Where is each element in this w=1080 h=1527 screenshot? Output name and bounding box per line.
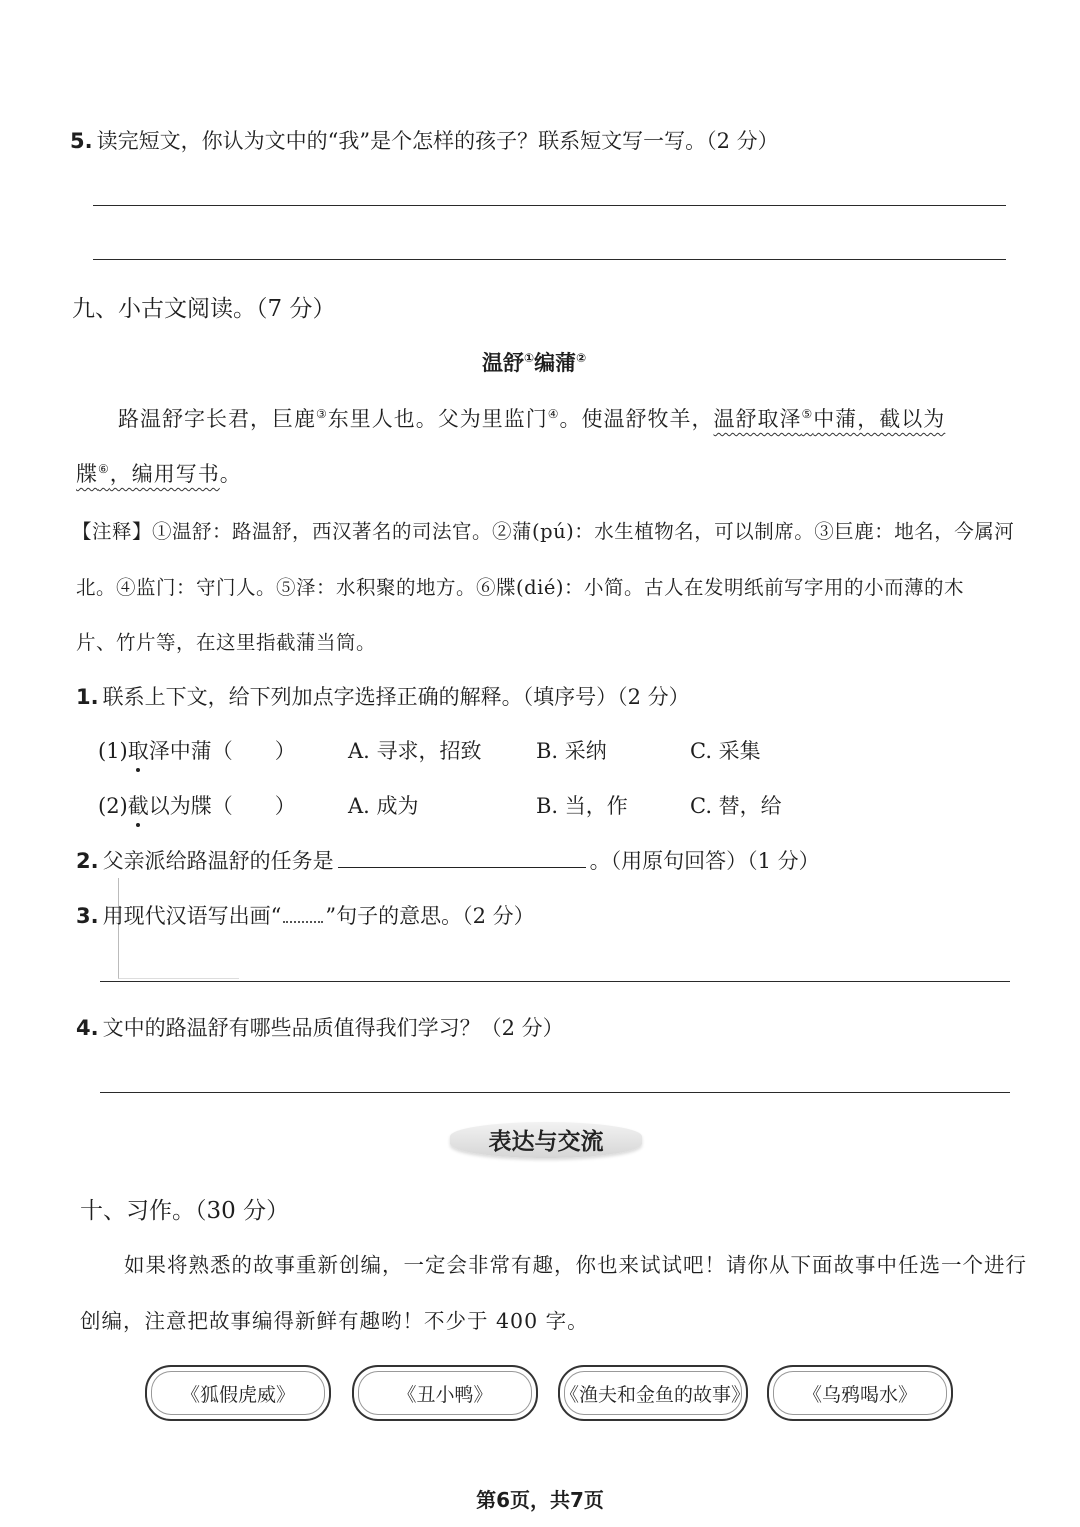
dotted-char: 截 [127, 794, 149, 818]
question-number: 2. [76, 849, 99, 873]
passage-text: 中蒲，截以为 [813, 407, 946, 431]
story-option[interactable]: 《渔夫和金鱼的故事》 [558, 1365, 748, 1421]
wavy-line-sample [283, 903, 323, 923]
note-line: 北。④监门：守门人。⑤泽：水积聚的地方。⑥牒(dié)：小简。古人在发明纸前写字用的小而薄的木 [76, 576, 964, 599]
option-c: C. 替，给 [690, 794, 782, 818]
question-number: 1. [76, 685, 99, 709]
item-label: (1) [98, 739, 128, 763]
option-a: A. 成为 [348, 794, 419, 818]
choice-item-2 [98, 790, 296, 820]
footnote-mark: ⑥ [98, 462, 110, 476]
item-text[interactable]: 以为牒（ ） [148, 794, 296, 818]
question-text: 读完短文，你认为文中的“我”是个怎样的孩子？联系短文写一写。（2 分） [96, 129, 779, 153]
section-heading: 九、小古文阅读。（7 分） [72, 296, 336, 322]
question-text: 用现代汉语写出画“ [102, 904, 282, 928]
passage-text: 东里人也。父为里监门 [327, 407, 548, 431]
passage-title [482, 347, 586, 377]
question-text: 联系上下文，给下列加点字选择正确的解释。（填序号）（2 分） [102, 685, 690, 709]
question-5 [70, 125, 779, 155]
question-text: ”句子的意思。（2 分） [325, 904, 535, 928]
footnote-mark: ④ [547, 407, 560, 421]
passage-line-1 [118, 403, 945, 433]
question-number: 3. [76, 904, 99, 928]
fill-blank[interactable] [338, 847, 586, 868]
underlined-sentence [76, 462, 220, 486]
dotted-char: 取 [127, 739, 149, 763]
passage-text: 。使温舒牧羊， [559, 407, 714, 431]
item-label: (2) [98, 794, 128, 818]
section-heading: 十、习作。（30 分） [80, 1198, 290, 1224]
banner-title: 表达与交流 [488, 1129, 604, 1155]
question-9-4 [76, 1012, 564, 1042]
story-option[interactable]: 《乌鸦喝水》 [767, 1365, 953, 1421]
passage-line-2 [76, 458, 242, 488]
footnote-mark: ② [576, 351, 587, 365]
story-option[interactable]: 《狐假虎威》 [145, 1365, 331, 1421]
question-9-3 [76, 900, 535, 930]
question-number: 5. [70, 129, 93, 153]
passage-text: 路温舒字长君，巨鹿 [118, 407, 316, 431]
title-part: 温舒 [482, 351, 524, 375]
title-part: 编蒲 [534, 351, 577, 375]
question-text: 父亲派给路温舒的任务是 [102, 849, 334, 873]
underlined-sentence [714, 407, 946, 431]
item-text[interactable]: 泽中蒲（ ） [148, 739, 296, 763]
question-text: 文中的路温舒有哪些品质值得我们学习？（2 分） [102, 1016, 564, 1040]
prompt-line-1: 如果将熟悉的故事重新创编，一定会非常有趣，你也来试试吧！请你从下面故事中任选一个进行 [124, 1253, 1027, 1277]
question-9-2 [76, 845, 820, 875]
passage-text: 。 [219, 462, 242, 486]
option-a: A. 寻求，招致 [348, 739, 482, 763]
story-option[interactable]: 《丑小鸭》 [352, 1365, 538, 1421]
answer-line[interactable] [100, 1092, 1010, 1093]
question-9-1 [76, 681, 690, 711]
answer-line[interactable] [100, 981, 1010, 982]
footnote-mark: ⑤ [801, 407, 814, 421]
prompt-line-2: 创编，注意把故事编得新鲜有趣哟！不少于 400 字。 [80, 1309, 589, 1333]
passage-text: ，编用写书 [109, 462, 220, 486]
footnote-mark: ③ [316, 407, 328, 421]
note-line: 片、竹片等，在这里指截蒲当筒。 [76, 631, 377, 654]
option-b: B. 采纳 [536, 739, 607, 763]
question-number: 4. [76, 1016, 99, 1040]
answer-line[interactable] [93, 259, 1006, 260]
page-footer: 第6页，共7页 [476, 1488, 604, 1512]
option-c: C. 采集 [690, 739, 761, 763]
section-banner [450, 1122, 642, 1158]
passage-text: 温舒取泽 [713, 407, 802, 431]
option-b: B. 当，作 [536, 794, 628, 818]
note-line: 【注释】①温舒：路温舒，西汉著名的司法官。②蒲(pú)：水生植物名，可以制席。③巨鹿：地名，今属河 [72, 520, 1015, 543]
passage-text: 牒 [76, 462, 98, 486]
choice-item-1 [98, 735, 296, 765]
answer-line[interactable] [93, 205, 1006, 206]
question-text: 。（用原句回答）（1 分） [589, 849, 820, 873]
footnote-mark: ① [524, 351, 535, 365]
